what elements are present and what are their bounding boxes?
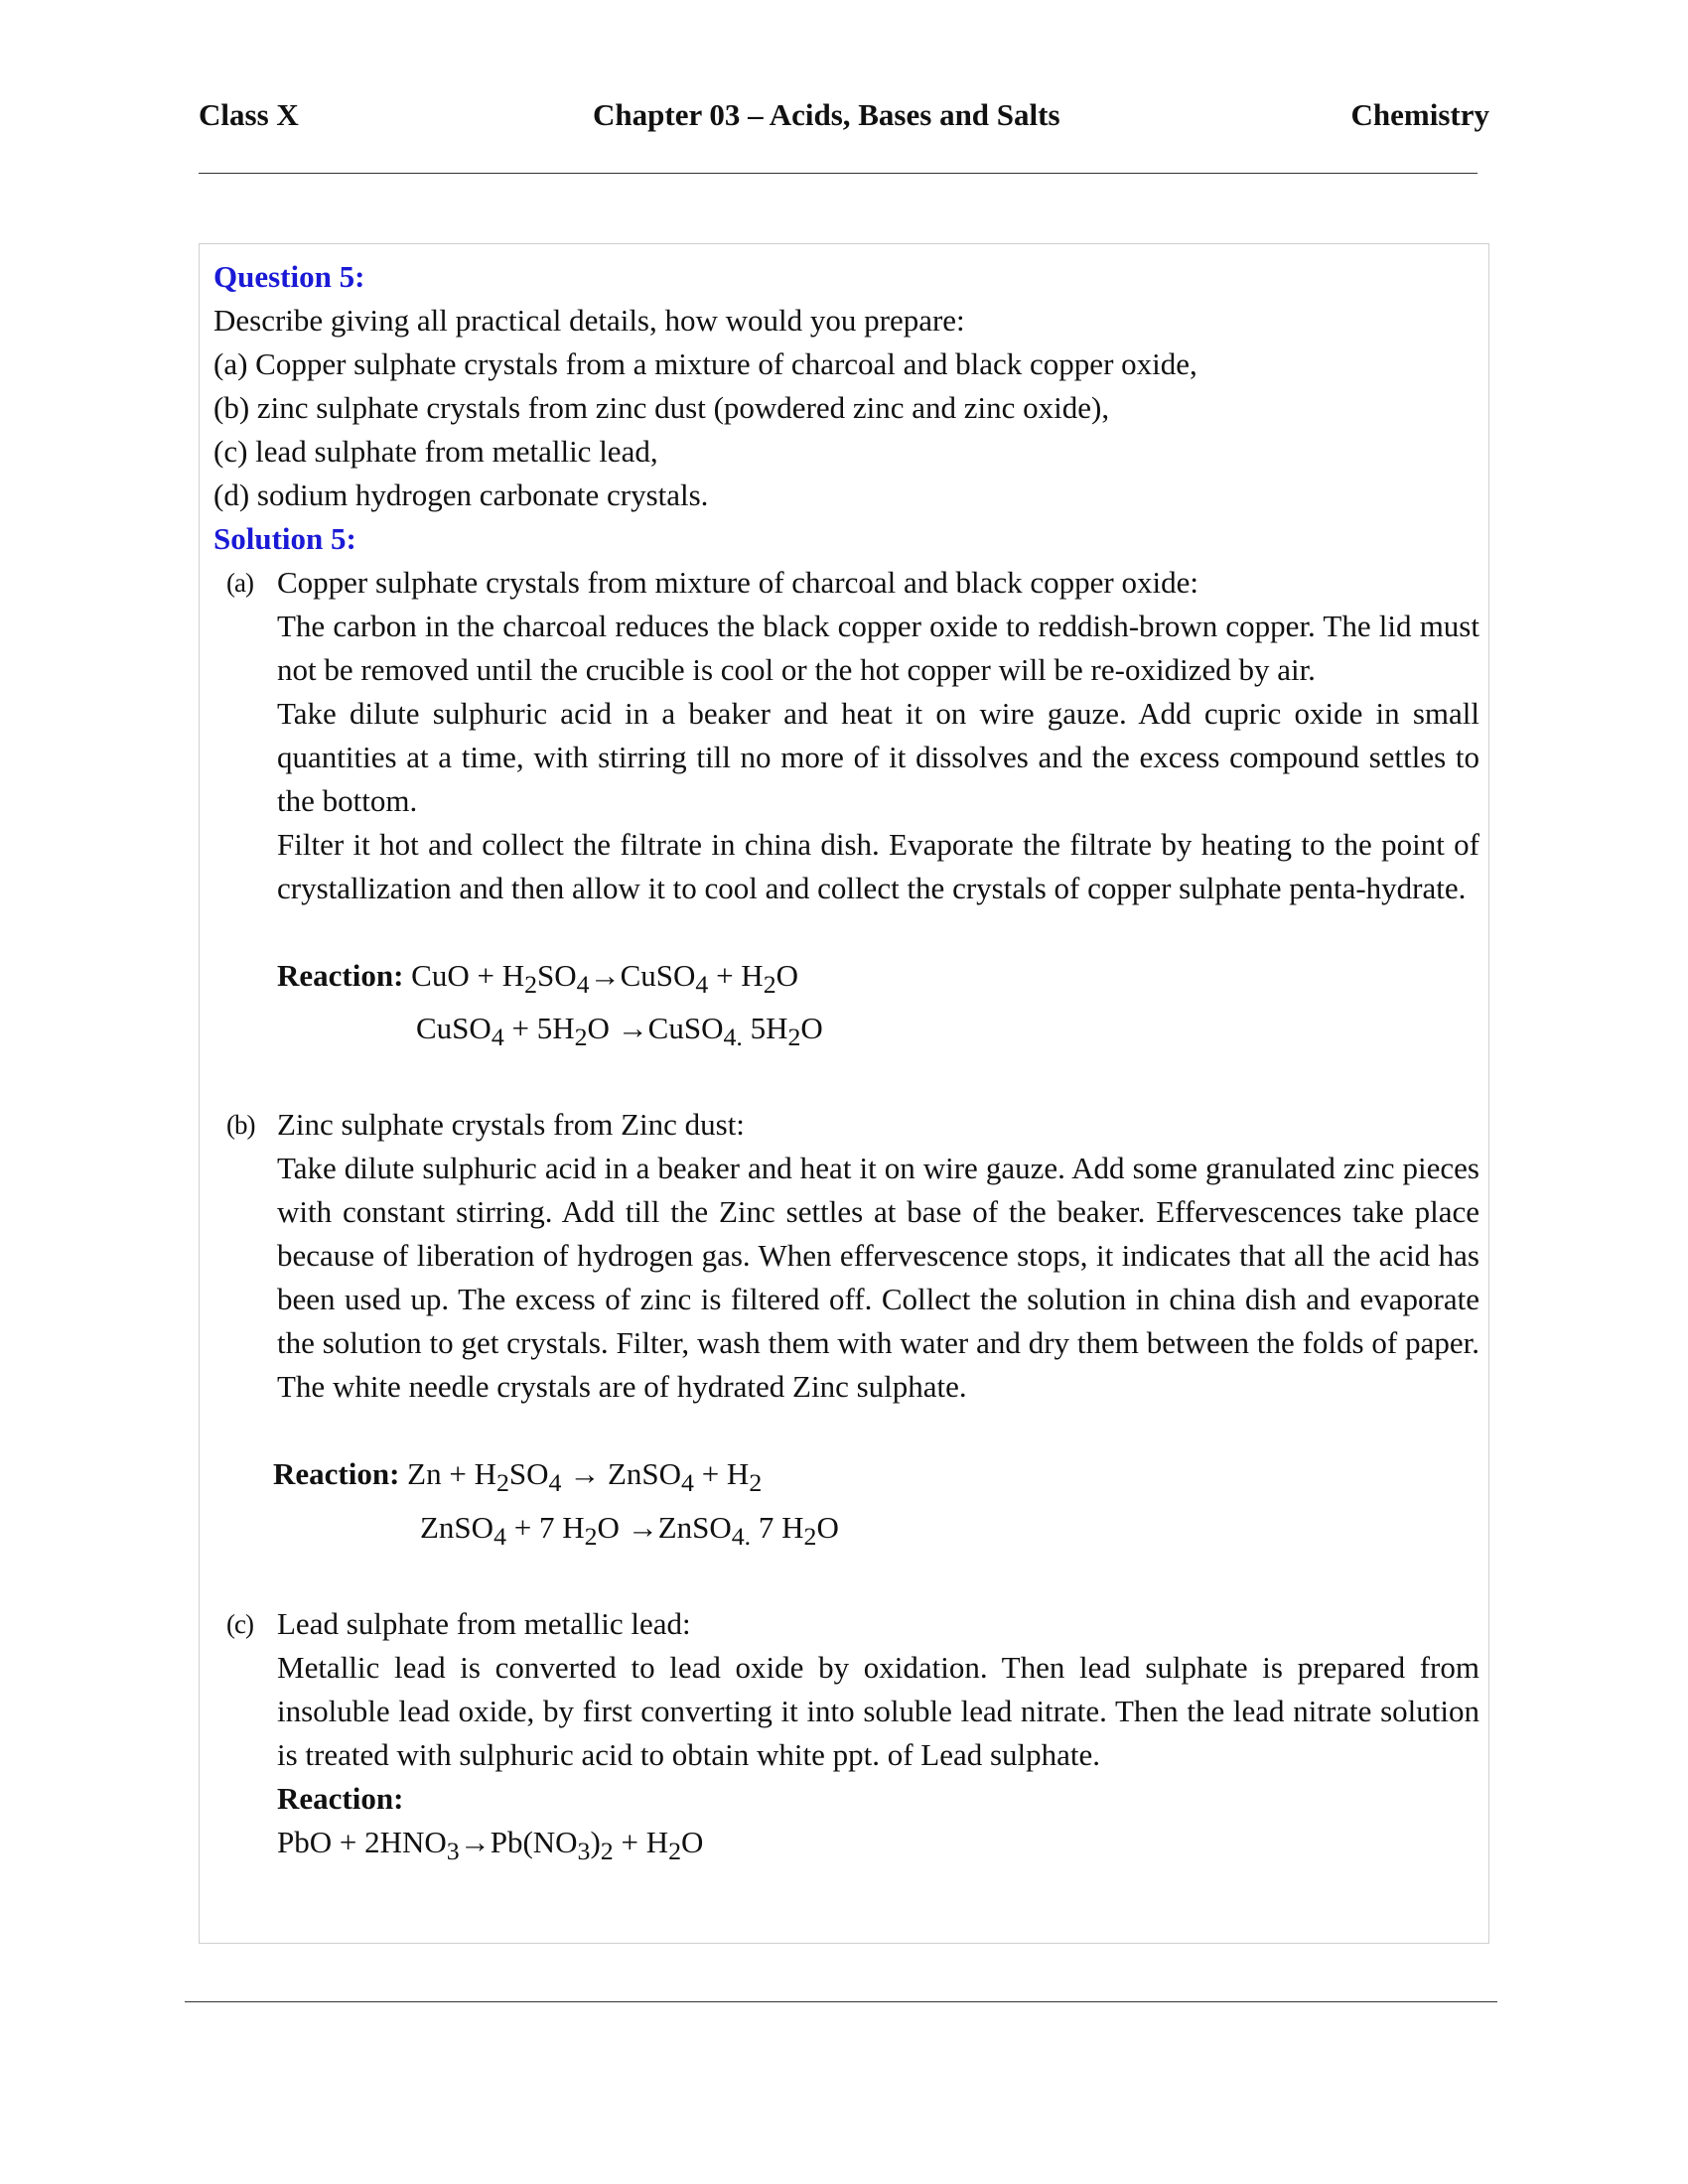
question-part-a: (a) Copper sulphate crystals from a mixture of charcoal and black copper oxide, [213,346,1197,381]
arrow-icon: → [589,958,621,993]
solution-c-paragraph: Metallic lead is converted to lead oxide by oxidation. Then lead sulphate is prepared from insoluble lead oxide, by first converting it into soluble lead nitrate. Then the lead nitrate solution is treated with sulphuric acid to obtain white ppt. of Lead sulphate. [277,1649,1479,1772]
solution-a-equation-2: CuSO$_4$ + $5H_2O$ →CuSO$_{4.}$ $5H_2O$ [416,1011,823,1052]
solution-c-title: Lead sulphate from metallic lead: [277,1605,691,1641]
solution-c-reaction-label: Reaction: [277,1780,404,1816]
arrow-icon: → [627,1509,658,1545]
header-class: Class X [199,97,299,132]
arrow-icon: → [617,1011,648,1046]
solution-b-paragraph: Take dilute sulphuric acid in a beaker and heat it on wire gauze. Add some granulated zinc pieces with constant stirring. Add till the Zinc settles at base of the beaker. Effervescences take place because of liberation of hydrogen gas. When effervescence stops, it indicates that all the acid has been used up. The excess of zinc is filtered off. Collect the solution in china dish and evaporate the solution to get crystals. Filter, wash them with water and dry them between the folds of paper. The white needle crystals are of hydrated Zinc sulphate. [277,1151,1479,1405]
question-solution-content [213,255,1479,1873]
solution-part-b [213,1103,1479,1558]
solution-a-paragraph-3: Filter it hot and collect the filtrate in china dish. Evaporate the filtrate by heating to the point of crystallization and then allow it to cool and collect the crystals of copper sulphate penta-hydrate. [277,827,1479,905]
header-subject: Chemistry [1350,97,1489,132]
solution-b-equation-1: Reaction: $Zn + H_2SO_4$ → ZnSO$_4$ + $H_2$ [273,1456,763,1498]
solution-a-paragraph-1: The carbon in the charcoal reduces the black copper oxide to reddish-brown copper. The lid must not be removed until the crucible is cool or the hot copper will be re-oxidized by air. [277,609,1479,687]
question-heading: Question 5: [213,259,365,294]
footer-divider [185,2001,1497,2002]
solution-a-paragraph-2: Take dilute sulphuric acid in a beaker and heat it on wire gauze. Add cupric oxide in small quantities at a time, with stirring till no more of it dissolves and the excess compound settles to the bottom. [277,696,1479,818]
reaction-label: Reaction: [277,958,404,993]
header-chapter: Chapter 03 – Acids, Bases and Salts [593,97,1060,132]
page-header [199,97,1489,145]
arrow-icon: → [459,1824,491,1859]
question-part-d: (d) sodium hydrogen carbonate crystals. [213,478,709,512]
question-part-c: (c) lead sulphate from metallic lead, [213,434,658,469]
reaction-label: Reaction: [273,1456,400,1492]
solution-c-equation-1: PbO + $2HNO_3\to Pb(NO_3)_2 + H_2O$ [277,1824,704,1865]
question-part-b: (b) zinc sulphate crystals from zinc dust (powdered zinc and zinc oxide), [213,390,1110,425]
solution-b-equation-2: ZnSO$_4$ + 7 $H_2O$ →ZnSO$_{4.}$ 7 $H_2O$ [420,1509,839,1551]
solution-a-title: Copper sulphate crystals from mixture of charcoal and black copper oxide: [277,565,1198,600]
solution-a-label: (a) [226,568,253,598]
solution-c-label: (c) [226,1608,253,1639]
header-divider [199,173,1477,174]
solution-part-c [213,1602,1479,1873]
solution-heading: Solution 5: [213,521,356,556]
arrow-icon: → [561,1456,608,1492]
question-intro: Describe giving all practical details, how would you prepare: [213,303,965,338]
solution-part-a [213,561,1479,1059]
solution-b-title: Zinc sulphate crystals from Zinc dust: [277,1107,745,1143]
solution-a-equation-1: Reaction: CuO + $H_2SO_4\to CuSO_4 + H_2O$ [277,958,798,1000]
solution-b-label: (b) [226,1110,255,1141]
